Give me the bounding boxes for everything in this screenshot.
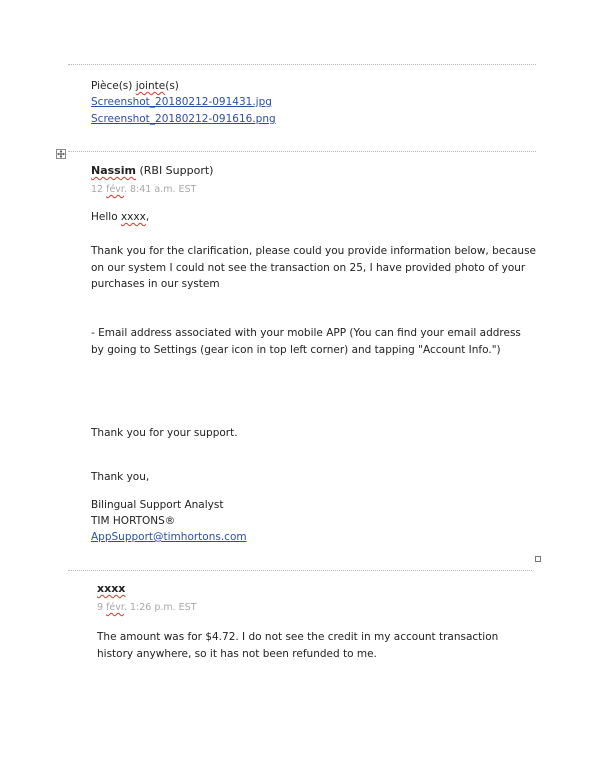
message-divider-2 (68, 570, 532, 571)
sender-org: (RBI Support) (135, 164, 214, 177)
message1-paragraph3: Thank you for your support. (91, 427, 238, 439)
attachment-link-1[interactable]: Screenshot_20180212-091431.jpg (91, 96, 272, 108)
signature-title: Bilingual Support Analyst (91, 499, 224, 511)
message-divider (68, 151, 536, 152)
message1-date: 12 févr. 8:41 a.m. EST (91, 184, 197, 195)
signature-company: TIM HORTONS® (91, 515, 176, 527)
message1-sender (91, 164, 213, 177)
top-divider (68, 64, 536, 65)
message2-paragraph1: The amount was for $4.72. I do not see the credit in my account transaction history anywhere, so it has not been refunded to me. (97, 631, 499, 660)
message2-date: 9 févr. 1:26 p.m. EST (97, 602, 197, 613)
attachment-link-2[interactable]: Screenshot_20180212-091616.png (91, 113, 276, 125)
signature-email-link[interactable]: AppSupport@timhortons.com (91, 531, 247, 543)
sender-name: Nassim (91, 164, 136, 177)
message1-paragraph2: - Email address associated with your mobile APP (You can find your email address by going to Settings (gear icon in top left corner) and tapping "Account Info.") (91, 327, 521, 356)
message1-signoff: Thank you, (91, 471, 150, 483)
attachments-heading: Pièce(s) jointe(s) (91, 80, 179, 92)
message1-greeting: Hello xxxx, (91, 211, 150, 223)
sender-name-2: xxxx (97, 582, 126, 595)
resize-handle-icon[interactable] (535, 556, 541, 562)
message1-paragraph1: Thank you for the clarification, please could you provide information below, because on our system I could not see the transaction on 25, I have provided photo of your purchases in our system (91, 245, 537, 290)
message2-sender (97, 582, 125, 595)
move-handle-icon[interactable] (56, 149, 66, 159)
